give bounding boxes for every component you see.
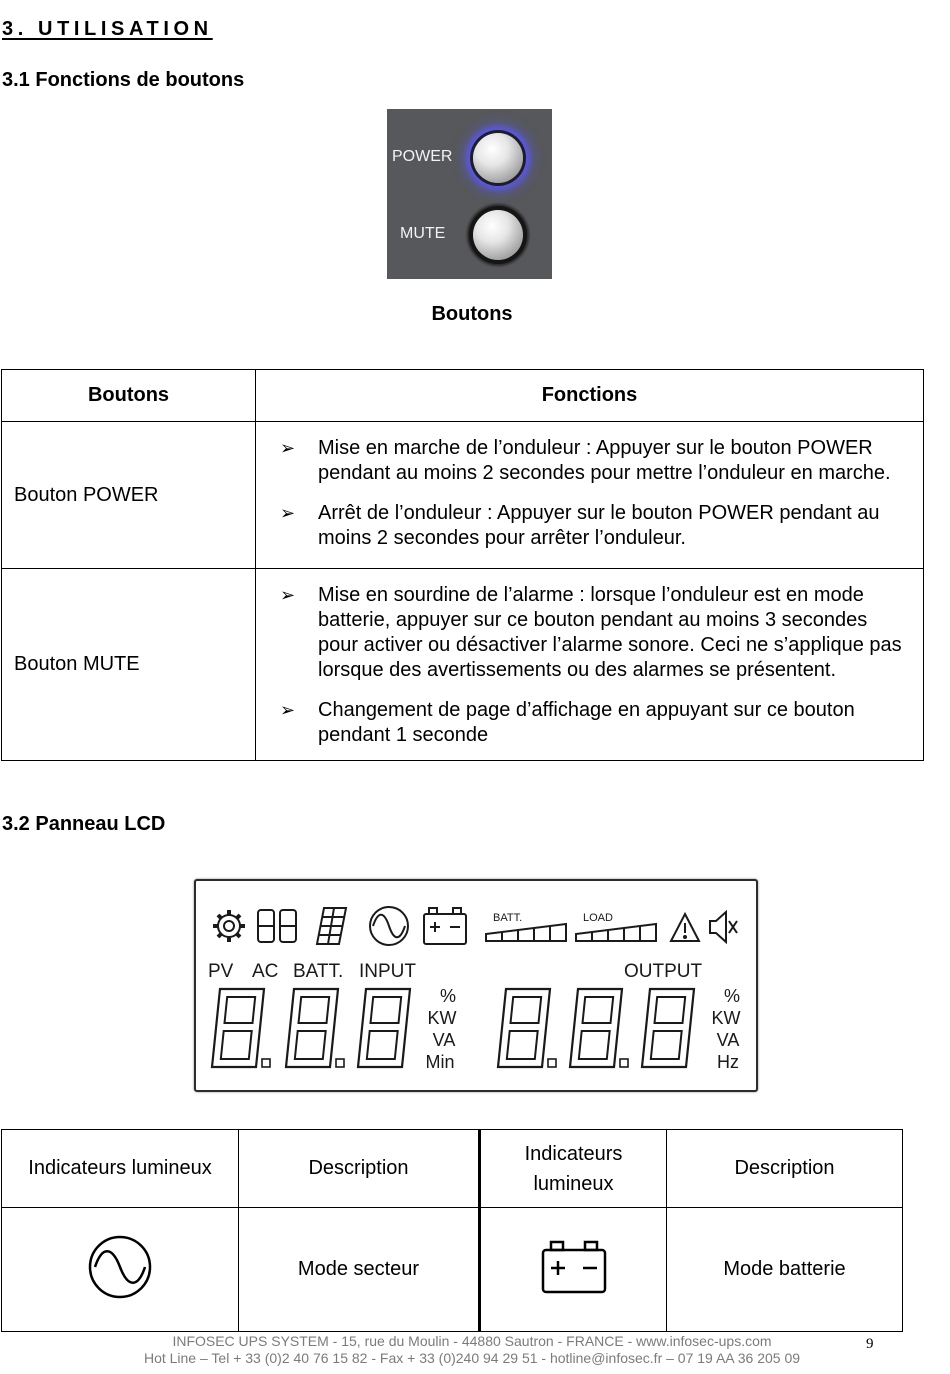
label-input: INPUT: [359, 961, 416, 982]
function-text: Mise en sourdine de l’alarme : lorsque l’onduleur est en mode batterie, appuyer sur ce bouton pendant au moins 3 secondes pour activer ou désactiver l’alarme sonore. Ceci ne s’applique pas lorsque des avertissements ou des alarmes se présentent.: [318, 584, 902, 681]
decimal-point: [262, 1059, 270, 1067]
function-text: Changement de page d’affichage en appuyant sur ce bouton pendant 1 seconde: [318, 699, 855, 746]
digit-outline: [570, 989, 622, 1067]
header-boutons: Boutons: [2, 370, 256, 422]
output-unit-va: VA: [716, 1030, 740, 1050]
list-item: [268, 501, 911, 551]
decimal-point: [548, 1059, 556, 1067]
photo-caption: Boutons: [431, 303, 513, 325]
lcd-panel: [194, 879, 758, 1092]
header-indicators-2-text: Indicateurs lumineux: [524, 1142, 623, 1195]
input-unit-min: Min: [425, 1052, 455, 1072]
lcd-digit: [358, 989, 410, 1067]
indicators-table: [1, 1129, 903, 1332]
list-item: [268, 436, 911, 486]
list-item: [268, 583, 911, 683]
label-output: OUTPUT: [624, 961, 703, 982]
gear-icon: [213, 910, 245, 942]
lcd-drawing: [196, 881, 756, 1090]
sine-wave-icon: [87, 1234, 153, 1300]
digit-outline: [286, 989, 338, 1067]
header-indicators-2: [480, 1130, 667, 1208]
arrow-bullet-icon: ➢: [280, 700, 296, 720]
row-name-power: Bouton POWER: [2, 422, 256, 569]
batt-level-bar: [486, 912, 566, 941]
digit-inner-bottom: [579, 1031, 610, 1059]
decimal-point: [620, 1059, 628, 1067]
output-unit-kw: KW: [711, 1008, 741, 1028]
input-unit-va: VA: [432, 1030, 456, 1050]
lcd-digit: [570, 989, 628, 1067]
cell-icon-mains: [2, 1208, 239, 1332]
digit-outline: [358, 989, 410, 1067]
digit-outline: [212, 989, 264, 1067]
digit-inner-top: [225, 997, 256, 1023]
decimal-point: [336, 1059, 344, 1067]
arrow-bullet-icon: ➢: [280, 585, 296, 605]
table-header-row: [2, 1130, 903, 1208]
row-functions-power: [256, 422, 924, 569]
cell-desc-battery: Mode batterie: [667, 1208, 903, 1332]
mute-button-image: [473, 210, 523, 260]
section-title: 3. UTILISATION: [2, 18, 213, 40]
digit-inner-bottom: [367, 1031, 398, 1059]
page-number: 9: [866, 1336, 874, 1352]
buttons-table: [1, 369, 924, 761]
digit-inner-top: [655, 997, 686, 1023]
subsection-title-lcd: 3.2 Panneau LCD: [2, 813, 166, 835]
input-unit-percent: %: [439, 986, 457, 1006]
two-digit-display: [258, 910, 296, 942]
list-item: [268, 698, 911, 748]
footer-address: INFOSEC UPS SYSTEM - 15, rue du Moulin - 44880 Sautron - FRANCE - www.infosec-ups.com: [172, 1333, 772, 1349]
mute-label: MUTE: [400, 225, 446, 242]
digit-inner-top: [371, 997, 402, 1023]
load-bar-label: LOAD: [583, 912, 613, 924]
label-batt: BATT.: [293, 961, 344, 982]
sine-wave-icon: [370, 907, 408, 945]
table-row: [2, 1208, 903, 1332]
button-panel-photo: [387, 109, 552, 279]
header-description-1: Description: [239, 1130, 480, 1208]
solar-panel-icon: [317, 908, 346, 944]
footer-hotline: Hot Line – Tel + 33 (0)2 40 76 15 82 - Fax + 33 (0)240 94 29 51 - hotline@infosec.fr – 07 19 AA 36 205 09: [143, 1350, 801, 1366]
row-functions-mute: [256, 569, 924, 761]
table-row-mute: [2, 569, 924, 761]
lcd-digit: [498, 989, 556, 1067]
batt-bar-label: BATT.: [493, 912, 523, 924]
digit-inner-bottom: [651, 1031, 682, 1059]
header-indicators-1: Indicateurs lumineux: [2, 1130, 239, 1208]
digit-inner-top: [583, 997, 614, 1023]
output-unit-hz: Hz: [717, 1052, 739, 1072]
battery-icon: [540, 1238, 608, 1296]
digit-inner-bottom: [221, 1031, 252, 1059]
header-fonctions: Fonctions: [256, 370, 924, 422]
lcd-digit: [212, 989, 270, 1067]
digit-inner-bottom: [507, 1031, 538, 1059]
label-ac: AC: [252, 961, 279, 982]
digit-inner-bottom: [295, 1031, 326, 1059]
load-level-bar: [576, 912, 656, 941]
cell-desc-mains: Mode secteur: [239, 1208, 480, 1332]
input-unit-kw: KW: [427, 1008, 457, 1028]
table-row-power: [2, 422, 924, 569]
header-description-2: Description: [667, 1130, 903, 1208]
lcd-digit: [286, 989, 344, 1067]
arrow-bullet-icon: ➢: [280, 503, 296, 523]
battery-icon: [424, 908, 466, 944]
digit-inner-top: [299, 997, 330, 1023]
arrow-bullet-icon: ➢: [280, 438, 296, 458]
function-text: Mise en marche de l’onduleur : Appuyer sur le bouton POWER pendant au moins 2 secondes pour mettre l’onduleur en marche.: [318, 437, 891, 484]
row-name-mute: Bouton MUTE: [2, 569, 256, 761]
output-unit-percent: %: [723, 986, 741, 1006]
function-text: Arrêt de l’onduleur : Appuyer sur le bouton POWER pendant au moins 2 secondes pour arrêter l’onduleur.: [318, 502, 880, 549]
digit-outline: [642, 989, 694, 1067]
warning-icon: [671, 914, 699, 941]
subsection-title-buttons: 3.1 Fonctions de boutons: [2, 69, 245, 91]
power-label: POWER: [392, 148, 453, 165]
power-button-image: [473, 133, 523, 183]
cell-icon-battery: [480, 1208, 667, 1332]
label-pv: PV: [208, 961, 234, 982]
table-header-row: [2, 370, 924, 422]
digit-outline: [498, 989, 550, 1067]
speaker-mute-icon: [710, 912, 737, 942]
digit-inner-top: [511, 997, 542, 1023]
lcd-digit: [642, 989, 694, 1067]
